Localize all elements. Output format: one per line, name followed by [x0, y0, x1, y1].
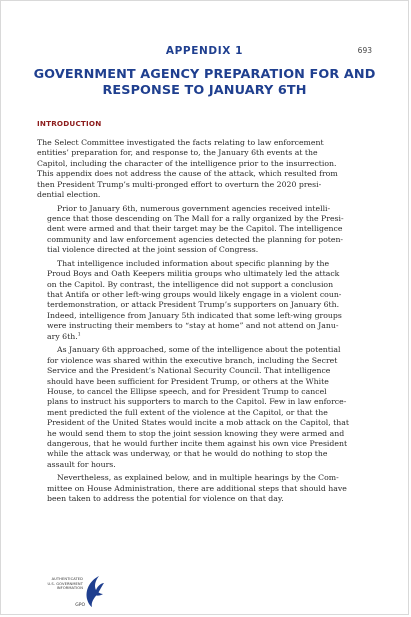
text-line: while the attack was underway, or that he would do nothing to stop the [47, 449, 328, 459]
gpo-eagle-icon [83, 573, 105, 609]
text-line: ment predicted the full extent of the violence at the Capitol, or that the [47, 407, 328, 417]
gpo-authentication-text [35, 577, 83, 591]
paragraph [37, 204, 377, 256]
appendix-label: APPENDIX 1 [165, 45, 244, 57]
gpo-text-line: INFORMATION [56, 586, 83, 591]
text-line: he would send them to stop the joint session knowing they were armed and [47, 428, 345, 438]
text-line: Nevertheless, as explained below, and in multiple hearings by the Com- [57, 473, 339, 483]
paragraph [37, 259, 377, 342]
text-line: gence that those descending on The Mall for a rally organized by the Presi- [47, 214, 344, 224]
text-line: community and law enforcement agencies detected the planning for poten- [47, 234, 344, 244]
text-line [37, 332, 377, 342]
text-line: dent were armed and that their target may be the Capitol. The intelligence [47, 224, 343, 234]
text-line: entities’ preparation for, and response to, the January 6th events at the [37, 148, 318, 158]
page-title-line-2: RESPONSE TO JANUARY 6TH [102, 83, 307, 98]
page-title [21, 67, 388, 99]
gpo-authentication-logo [35, 573, 105, 611]
body-text [37, 138, 377, 508]
gpo-text-line: AUTHENTICATED [51, 577, 83, 581]
text-line: dangerous, that he would further incite them against his own vice President [47, 438, 348, 448]
page-number: 693 [357, 46, 372, 55]
page-title-line-1: GOVERNMENT AGENCY PREPARATION FOR AND [33, 67, 376, 82]
text-line: As January 6th approached, some of the intelligence about the potential [57, 345, 341, 355]
text-line: This appendix does not address the cause of the attack, which resulted from [37, 169, 338, 179]
text-line: terdemonstration, or attack President Trump’s supporters on January 6th. [47, 300, 340, 310]
text-line: plans to instruct his supporters to march to the Capitol. Few in law enforce- [47, 397, 347, 407]
text-line: were instructing their members to “stay at home” and not attend on Janu- [47, 321, 339, 331]
text-line: House, to cancel the Ellipse speech, and for President Trump to cancel [47, 386, 327, 396]
text-line: dential election. [37, 190, 101, 200]
section-heading-introduction: INTRODUCTION [37, 119, 102, 128]
footnote-marker[interactable]: 1 [77, 331, 81, 338]
text-line: President of the United States would incite a mob attack on the Capitol, that [47, 418, 349, 428]
text-line: The Select Committee investigated the facts relating to law enforcement [37, 138, 324, 147]
text-line: on the Capitol. By contrast, the intelligence did not support a conclusion [47, 279, 334, 289]
text-line: Indeed, intelligence from January 5th indicated that some left-wing groups [47, 310, 342, 320]
text-line: Prior to January 6th, numerous government agencies received intelli- [57, 203, 331, 213]
text-line: Service and the President’s National Security Council. That intelligence [47, 366, 331, 376]
text-line: tial violence directed at the joint session of Congress. [47, 245, 259, 255]
gpo-text-line: U.S. GOVERNMENT [47, 581, 83, 586]
paragraph [37, 473, 377, 504]
page-header [1, 45, 408, 59]
text-line: should have been sufficient for President Trump, or others at the White [47, 376, 329, 386]
text-line: for violence was shared within the executive branch, including the Secret [47, 355, 338, 365]
text-line-content: ary 6th. [47, 331, 78, 341]
text-line: mittee on House Administration, there are additional steps that should have [47, 483, 347, 493]
text-line: that Antifa or other left-wing groups would likely engage in a violent coun- [47, 290, 342, 300]
gpo-mark: GPO [75, 603, 85, 608]
text-line: then President Trump’s multi-pronged effort to overturn the 2020 presi- [37, 179, 322, 189]
paragraph [37, 345, 377, 470]
text-line: Capitol, including the character of the intelligence prior to the insurrection. [37, 158, 337, 168]
text-line: assault for hours. [47, 459, 116, 469]
text-line: Proud Boys and Oath Keepers militia groups who ultimately led the attack [47, 269, 340, 279]
text-line: been taken to address the potential for violence on that day. [47, 494, 284, 504]
paragraph [37, 138, 377, 200]
text-line: That intelligence included information about specific planning by the [57, 258, 330, 268]
